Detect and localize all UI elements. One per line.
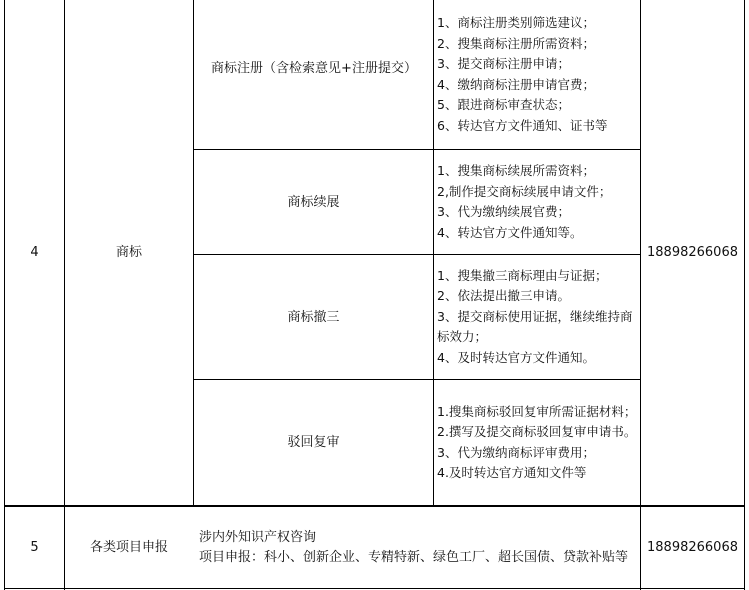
category-name: 商标 bbox=[115, 245, 142, 260]
description-line: 涉内外知识产权咨询 bbox=[199, 529, 317, 545]
contact-phone: 18898266068 bbox=[647, 540, 738, 555]
row-number: 5 bbox=[30, 540, 39, 555]
step-item: 3、代为缴纳商标评审费用； bbox=[437, 444, 595, 460]
table-border-right bbox=[744, 0, 745, 590]
step-item: 3、提交商标注册申请； bbox=[437, 56, 570, 71]
step-item: 6、转达官方文件通知、证书等 bbox=[437, 117, 608, 133]
step-item: 2、依法提出撤三申请。 bbox=[437, 288, 570, 304]
service-name: 商标撤三 bbox=[287, 309, 340, 325]
step-item: 4、转达官方文件通知等。 bbox=[437, 224, 583, 240]
contact-phone: 18898266068 bbox=[647, 245, 738, 260]
service-steps bbox=[434, 255, 640, 379]
step-item: 5、跟进商标审查状态； bbox=[437, 97, 570, 112]
service-steps bbox=[434, 0, 640, 149]
step-item: 2.撰写及提交商标驳回复审申请书。 bbox=[437, 424, 637, 439]
project-description bbox=[195, 507, 638, 588]
service-name: 商标注册（含检索意见+注册提交） bbox=[211, 60, 417, 76]
step-item: 3、代为缴纳续展官费； bbox=[437, 204, 570, 219]
service-name: 驳回复审 bbox=[287, 435, 340, 450]
description-line: 项目申报：科小、创新企业、专精特新、绿色工厂、超长国债、贷款补贴等 bbox=[199, 549, 629, 565]
step-item: 1、搜集撤三商标理由与证据； bbox=[437, 267, 608, 283]
step-item: 1、商标注册类别筛选建议； bbox=[437, 15, 595, 30]
category-name: 各类项目申报 bbox=[89, 540, 168, 555]
step-item: 1.搜集商标驳回复审所需证据材料； bbox=[437, 403, 637, 419]
step-item: 1、搜集商标续展所需资料； bbox=[437, 163, 595, 178]
step-item: 2,制作提交商标续展申请文件； bbox=[437, 183, 612, 199]
service-steps bbox=[434, 150, 640, 254]
step-item: 4、及时转达官方文件通知。 bbox=[437, 349, 595, 365]
step-item: 3、提交商标使用证据，继续维持商标效力； bbox=[437, 308, 633, 345]
step-item: 4、缴纳商标注册申请官费； bbox=[437, 76, 595, 92]
table-border-bottom bbox=[4, 588, 745, 589]
step-item: 4.及时转达官方通知文件等 bbox=[437, 465, 587, 480]
service-name: 商标续展 bbox=[287, 194, 340, 210]
row-number: 4 bbox=[30, 245, 39, 260]
service-steps bbox=[434, 380, 640, 505]
step-item: 2、搜集商标注册所需资料； bbox=[437, 35, 595, 51]
